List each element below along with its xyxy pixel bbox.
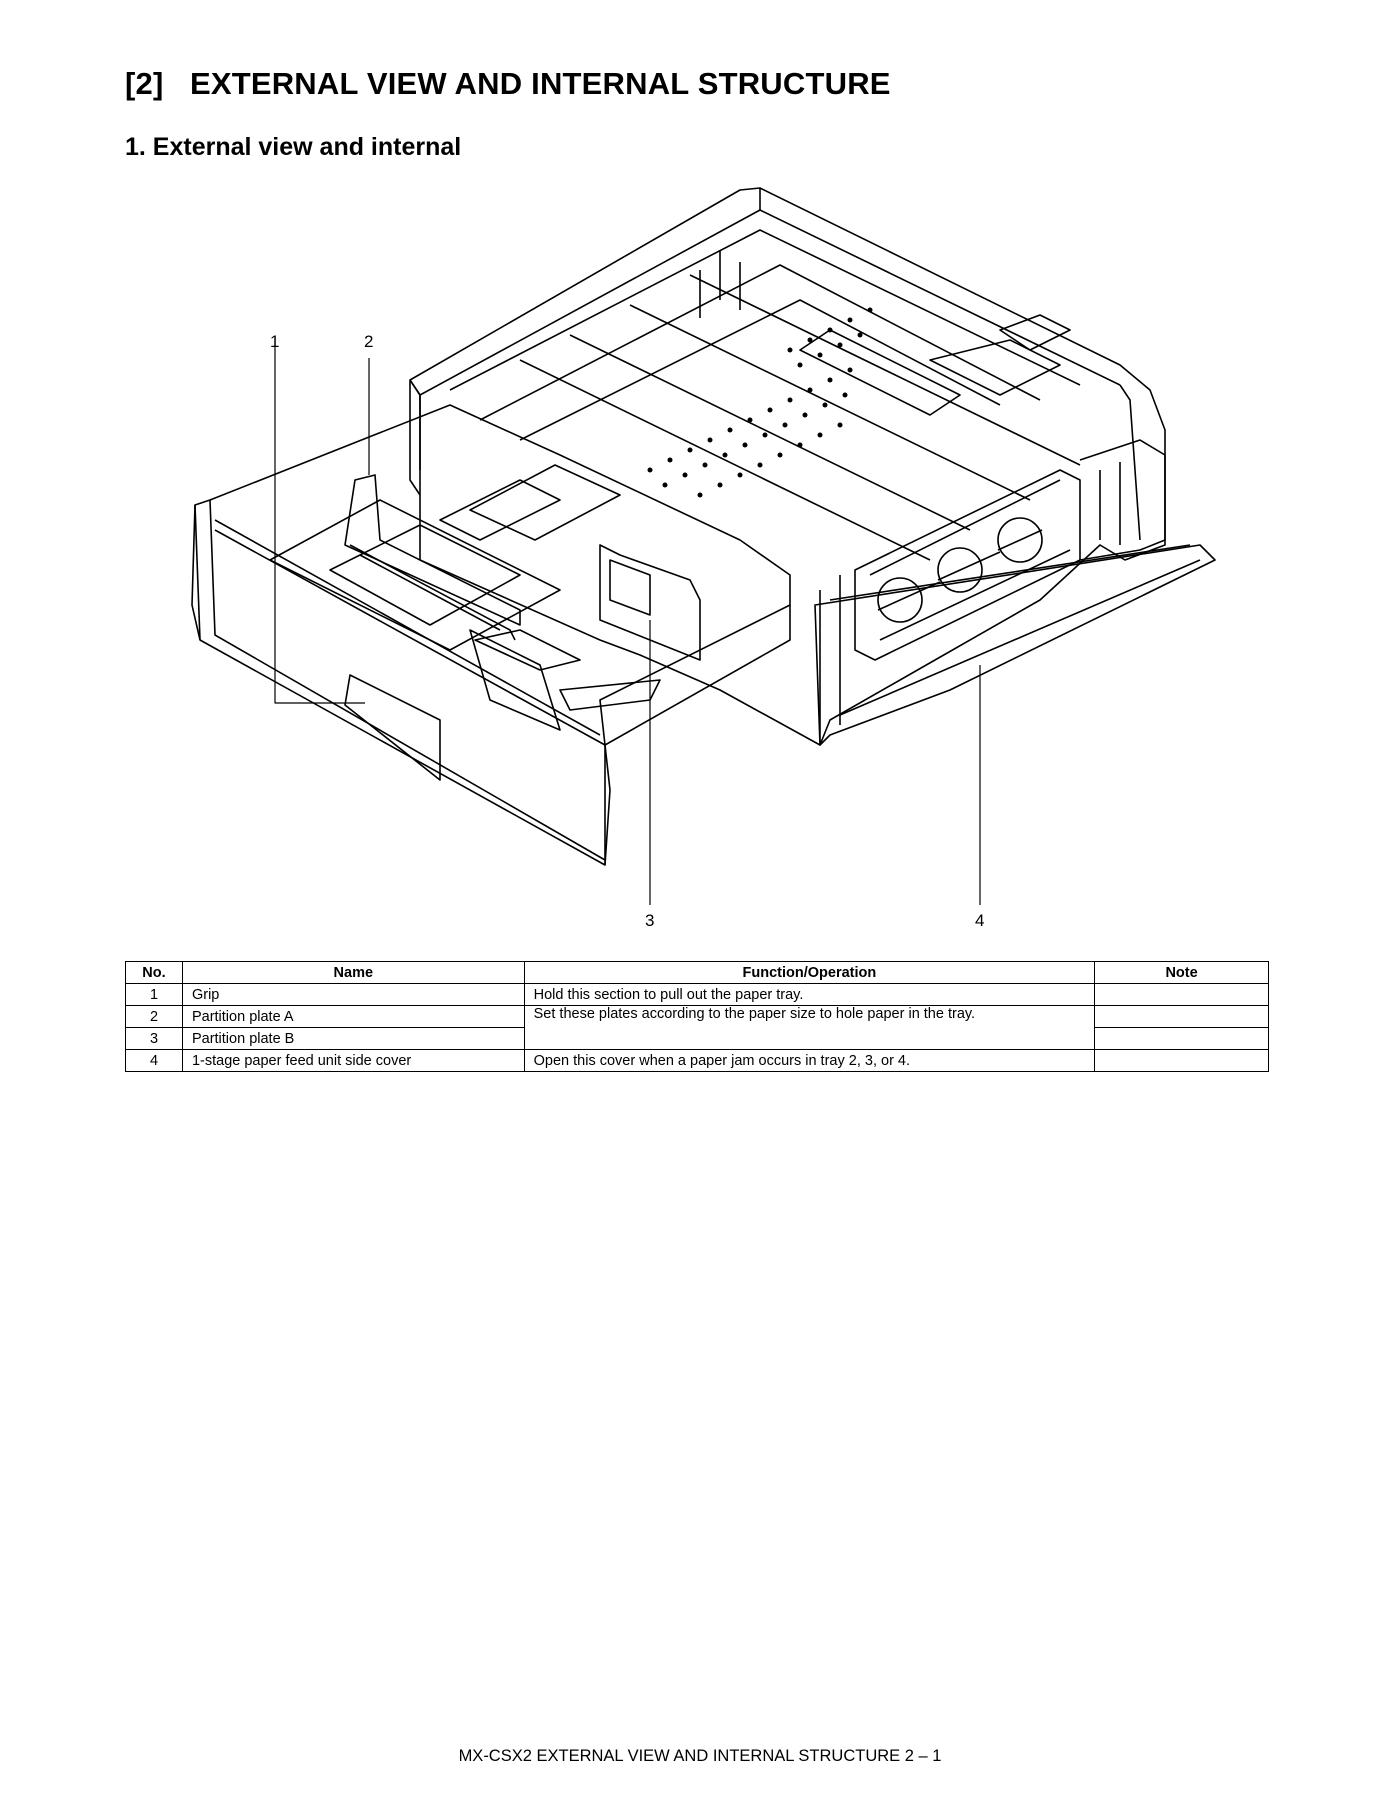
section-number: [2] (125, 66, 164, 101)
parts-table (125, 961, 1269, 1072)
callout-3: 3 (645, 911, 655, 930)
cell-no: 1 (126, 984, 183, 1006)
cell-name: Partition plate B (182, 1028, 524, 1050)
callout-2: 2 (364, 332, 374, 351)
header-no: No. (126, 962, 183, 984)
header-function: Function/Operation (524, 962, 1094, 984)
cell-name: Partition plate A (182, 1006, 524, 1028)
table-header-row (126, 962, 1269, 984)
side-cover (815, 545, 1215, 745)
table-row (126, 984, 1269, 1006)
grip-recess (345, 675, 440, 780)
cell-note (1095, 984, 1269, 1006)
leader-line-1 (275, 345, 365, 703)
cell-function: Set these plates according to the paper size to hole paper in the tray. (524, 1006, 1094, 1050)
cell-name: 1-stage paper feed unit side cover (182, 1050, 524, 1072)
cell-no: 3 (126, 1028, 183, 1050)
section-title: EXTERNAL VIEW AND INTERNAL STRUCTURE (189, 66, 891, 101)
subsection-heading: 1. External view and internal (125, 133, 462, 161)
cell-name: Grip (182, 984, 524, 1006)
page-footer: MX-CSX2 EXTERNAL VIEW AND INTERNAL STRUCTURE 2 – 1 (458, 1747, 942, 1765)
cell-note (1095, 1050, 1269, 1072)
cell-no: 4 (126, 1050, 183, 1072)
cell-note (1095, 1028, 1269, 1050)
cell-function: Open this cover when a paper jam occurs in tray 2, 3, or 4. (524, 1050, 1094, 1072)
cell-no: 2 (126, 1006, 183, 1028)
cell-function: Hold this section to pull out the paper tray. (524, 984, 1094, 1006)
table-row (126, 1006, 1269, 1028)
table-row (126, 1050, 1269, 1072)
header-name: Name (182, 962, 524, 984)
callout-4: 4 (975, 911, 985, 930)
callout-1: 1 (270, 332, 280, 351)
header-note: Note (1095, 962, 1269, 984)
cell-note (1095, 1006, 1269, 1028)
